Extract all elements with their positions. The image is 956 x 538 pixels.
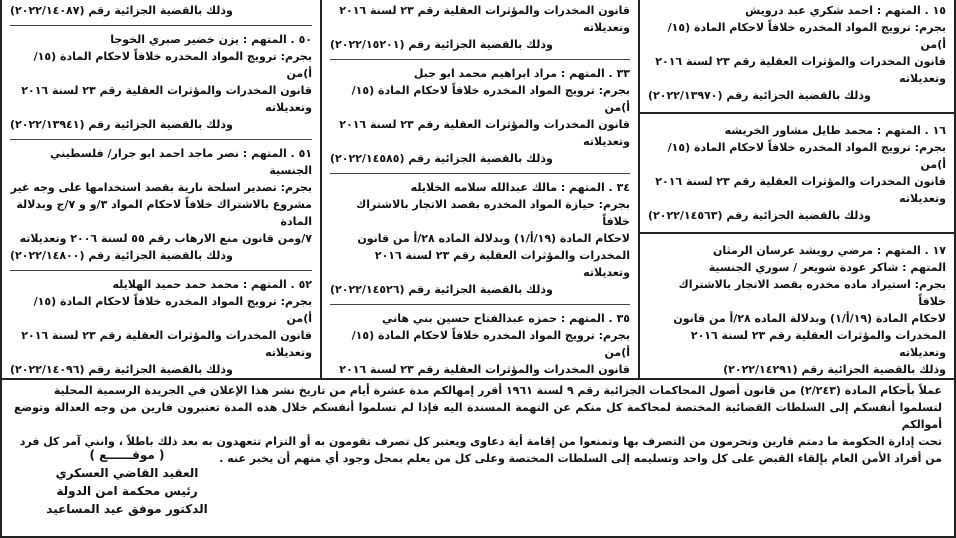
charge-line: بجرم: ترويج المواد المخدره خلافاً لاحكام المادة (١٥/أ)من	[667, 21, 946, 51]
defendant-entry	[10, 31, 312, 133]
entry-divider	[640, 232, 954, 234]
charge-line: وتعديلاته	[899, 192, 946, 205]
defendant-entry	[10, 2, 312, 19]
entry-divider	[10, 25, 312, 26]
defendant-entry	[330, 2, 630, 53]
defendant-entry	[10, 276, 312, 378]
charge-line: بجرم: حيازة المواد المخدره بقصد الاتجار بالاشتراك خلافاً	[356, 198, 630, 228]
charge-line: قانون المخدرات والمؤثرات العقلية رقم ٢٣ لسنة ٢٠١٦	[655, 175, 946, 188]
defendant-name: ٣٤ . المتهم : مالك عبدالله سلامه الخلايله	[410, 181, 630, 194]
entry-divider	[330, 173, 630, 174]
case-reference: وذلك بالقضية الجزائية رقم (٢٠٢٢/١٤٠٩٦)	[10, 363, 233, 376]
defendant-entry	[648, 2, 946, 104]
signature-stamp: ( موقــــــع )	[89, 448, 165, 462]
case-reference: وذلك بالقضية الجزائية رقم (٢٠٢٢/١٤٥٦٣)	[648, 209, 871, 222]
charge-line: المتهم : شاكر عودة شويعر / سوري الجنسية	[708, 261, 946, 274]
charge-line: وتعديلاته	[265, 101, 312, 114]
defendant-entry	[330, 310, 630, 378]
column-right	[638, 0, 954, 378]
charge-line: لاحكام المادة (١٩/أ/١) وبدلالة الماده ٢٨/أ من قانون	[673, 312, 946, 325]
charge-line: المخدرات والمؤثرات العقلية رقم ٢٣ لسنة ٢٠١٦ وتعديلاته	[690, 329, 946, 359]
charge-line: قانون المخدرات والمؤثرات العقلية رقم ٢٣ لسنة ٢٠١٦	[655, 55, 946, 68]
case-reference: وذلك بالقضية الجزائية رقم (٢٠٢٢/١٣٩٧٠)	[648, 89, 871, 102]
charge-line: مشروع بالاشتراك خلافاً لاحكام المواد ٣/و و ٧/ج وبدلالة المادة	[16, 198, 312, 228]
case-reference: وذلك بالقضية الجزائية رقم (٢٠٢٢/١٤٠٨٧)	[10, 4, 233, 17]
charge-line: بجرم: ترويج المواد المخدره خلافاً لاحكام المادة (١٥/أ)من	[351, 329, 630, 359]
defendant-name: ٥١ . المتهم : نصر ماجد احمد ابو جرار/ فلسطيني الجنسية	[50, 147, 312, 177]
charge-line: ٧/ومن قانون منع الارهاب رقم ٥٥ لسنة ٢٠٠٦ وتعديلاته	[19, 232, 312, 245]
case-reference: وذلك بالقضية الجزائية رقم (٢٠٢٢/١٥٢٠١)	[330, 38, 553, 51]
case-reference: وذلك بالقضية الجزائية رقم (٢٠٢٢/١٤٥٨٥)	[330, 152, 553, 165]
charge-line: بجرم: تصدير اسلحة نارية بقصد استخدامها على وجه غير	[10, 181, 312, 194]
defendant-name: ٣٣ . المتهم : مراد ابراهيم محمد ابو جبل	[413, 67, 630, 80]
defendant-entry	[330, 179, 630, 298]
charge-line: قانون المخدرات والمؤثرات العقلية رقم ٢٣ لسنة ٢٠١٦	[21, 84, 312, 97]
charge-line: المخدرات والمؤثرات العقلية رقم ٢٣ لسنة ٢٠١٦ وتعديلاته	[374, 249, 630, 279]
case-reference: وذلك بالقضية الجزائية رقم (٢٠٢٢/١٤٨٠٠)	[10, 249, 233, 262]
case-reference: وذلك بالقضية الجزائية رقم (٢٠٢٢/١٤٥٢٦)	[330, 283, 553, 296]
charge-line: وذلك بالقضية الجزائية رقم (٢٠٢٢/١٤٢٩١)	[723, 363, 946, 376]
notice-line: تحت إدارة الحكومة ما دمتم فارين وتحرمون من التصرف بها وتمنعوا من إقامة أية دعاوى ويعتبر كل تصرف تقومون به أو التزام تتعهدون به بعد ذلك باطلاً ، وانني آمر كل فرد	[19, 435, 942, 448]
defendant-name: ٣٥ . المتهم : حمزه عبدالفتاح حسين بني هاني	[382, 312, 630, 325]
defendant-name: ١٥ . المتهم : احمد شكري عبد درويش	[745, 4, 946, 17]
charge-line: قانون المخدرات والمؤثرات العقلية رقم ٢٣ لسنة ٢٠١٦	[339, 4, 630, 17]
charge-line: قانون المخدرات والمؤثرات العقلية رقم ٢٣ لسنة ٢٠١٦	[21, 329, 312, 342]
signature-name: الدكتور موفق عيد المساعيد	[46, 502, 208, 516]
defendant-columns	[2, 0, 954, 380]
defendant-name: ٥٠ . المتهم : يزن خضير صبري الخوجا	[110, 33, 312, 46]
entry-divider	[10, 270, 312, 271]
notice-line: لتسلموا أنفسكم إلى السلطات القضائية المختصة لمحاكمة كل منكم عن التهمة المسندة اليه فإذا لم تسلموا أنفسكم خلال هذه المدة تعتبرون فارين من وجه العدالة وتوضع أموالكم	[14, 401, 942, 431]
signature-title: رئيس محكمة امن الدولة	[56, 484, 198, 498]
charge-line: بجرم: ترويج المواد المخدره خلافاً لاحكام المادة (١٥/أ)من	[351, 84, 630, 114]
defendant-entry	[10, 145, 312, 264]
charge-line: وتعديلاته	[583, 21, 630, 34]
case-reference: وذلك بالقضية الجزائية رقم (٢٠٢٢/١٣٩٤١)	[10, 118, 233, 131]
charge-line: وتعديلاته	[583, 135, 630, 148]
signature-block	[32, 446, 222, 518]
defendant-entry	[648, 242, 946, 378]
charge-line: وتعديلاته	[265, 346, 312, 359]
charge-line: لاحكام المادة (١٩/أ/١) وبدلالة الماده ٢٨/أ من قانون	[357, 232, 630, 245]
charge-line: بجرم: ترويج المواد المخدره خلافاً لاحكام المادة (١٥/أ)من	[33, 295, 312, 325]
notice-line: من أفراد الأمن العام بإلقاء القبض على كل واحد وتسليمه إلى السلطات المختصة وعلى كل من يعلم بمحل وجود أي منهم أن يخبر عنه .	[219, 452, 942, 465]
column-left	[2, 0, 320, 378]
defendant-name: ٥٢ . المتهم : محمد حمد حميد الهلايله	[112, 278, 312, 291]
charge-line: بجرم: ترويج المواد المخدره خلافاً لاحكام المادة (١٥/أ)من	[667, 141, 946, 171]
charge-line: قانون المخدرات والمؤثرات العقلية رقم ٢٣ لسنة ٢٠١٦	[339, 118, 630, 131]
defendant-entry	[330, 65, 630, 167]
entry-divider	[330, 59, 630, 60]
column-middle	[320, 0, 638, 378]
entry-divider	[10, 139, 312, 140]
charge-line: بجرم: استيراد ماده مخدره بقصد الاتجار بالاشتراك خلافاً	[678, 278, 946, 308]
defendant-name: ١٦ . المتهم : محمد طايل مشاور الخريشه	[724, 124, 946, 137]
notice-line: عملاً بأحكام المادة (٢/٢٤٣) من قانون أصول المحاكمات الجزائية رقم ٩ لسنة ١٩٦١ أقرر إمهالكم مدة عشرة أيام من تاريخ نشر هذا الإعلان في الجريدة الرسمية المحلية	[53, 384, 942, 397]
entry-divider	[640, 112, 954, 114]
charge-line: بجرم: ترويج المواد المخدره خلافاً لاحكام المادة (١٥/أ)من	[33, 50, 312, 80]
charge-line: قانون المخدرات والمؤثرات العقلية رقم ٢٣ لسنة ٢٠١٦	[339, 363, 630, 376]
defendant-entry	[648, 122, 946, 224]
defendant-name: ١٧ . المتهم : مرضي رويشد عرسان الرمثان	[713, 244, 946, 257]
charge-line: وتعديلاته	[899, 72, 946, 85]
signature-rank: العقيد القاضي العسكري	[55, 466, 199, 480]
entry-divider	[330, 304, 630, 305]
